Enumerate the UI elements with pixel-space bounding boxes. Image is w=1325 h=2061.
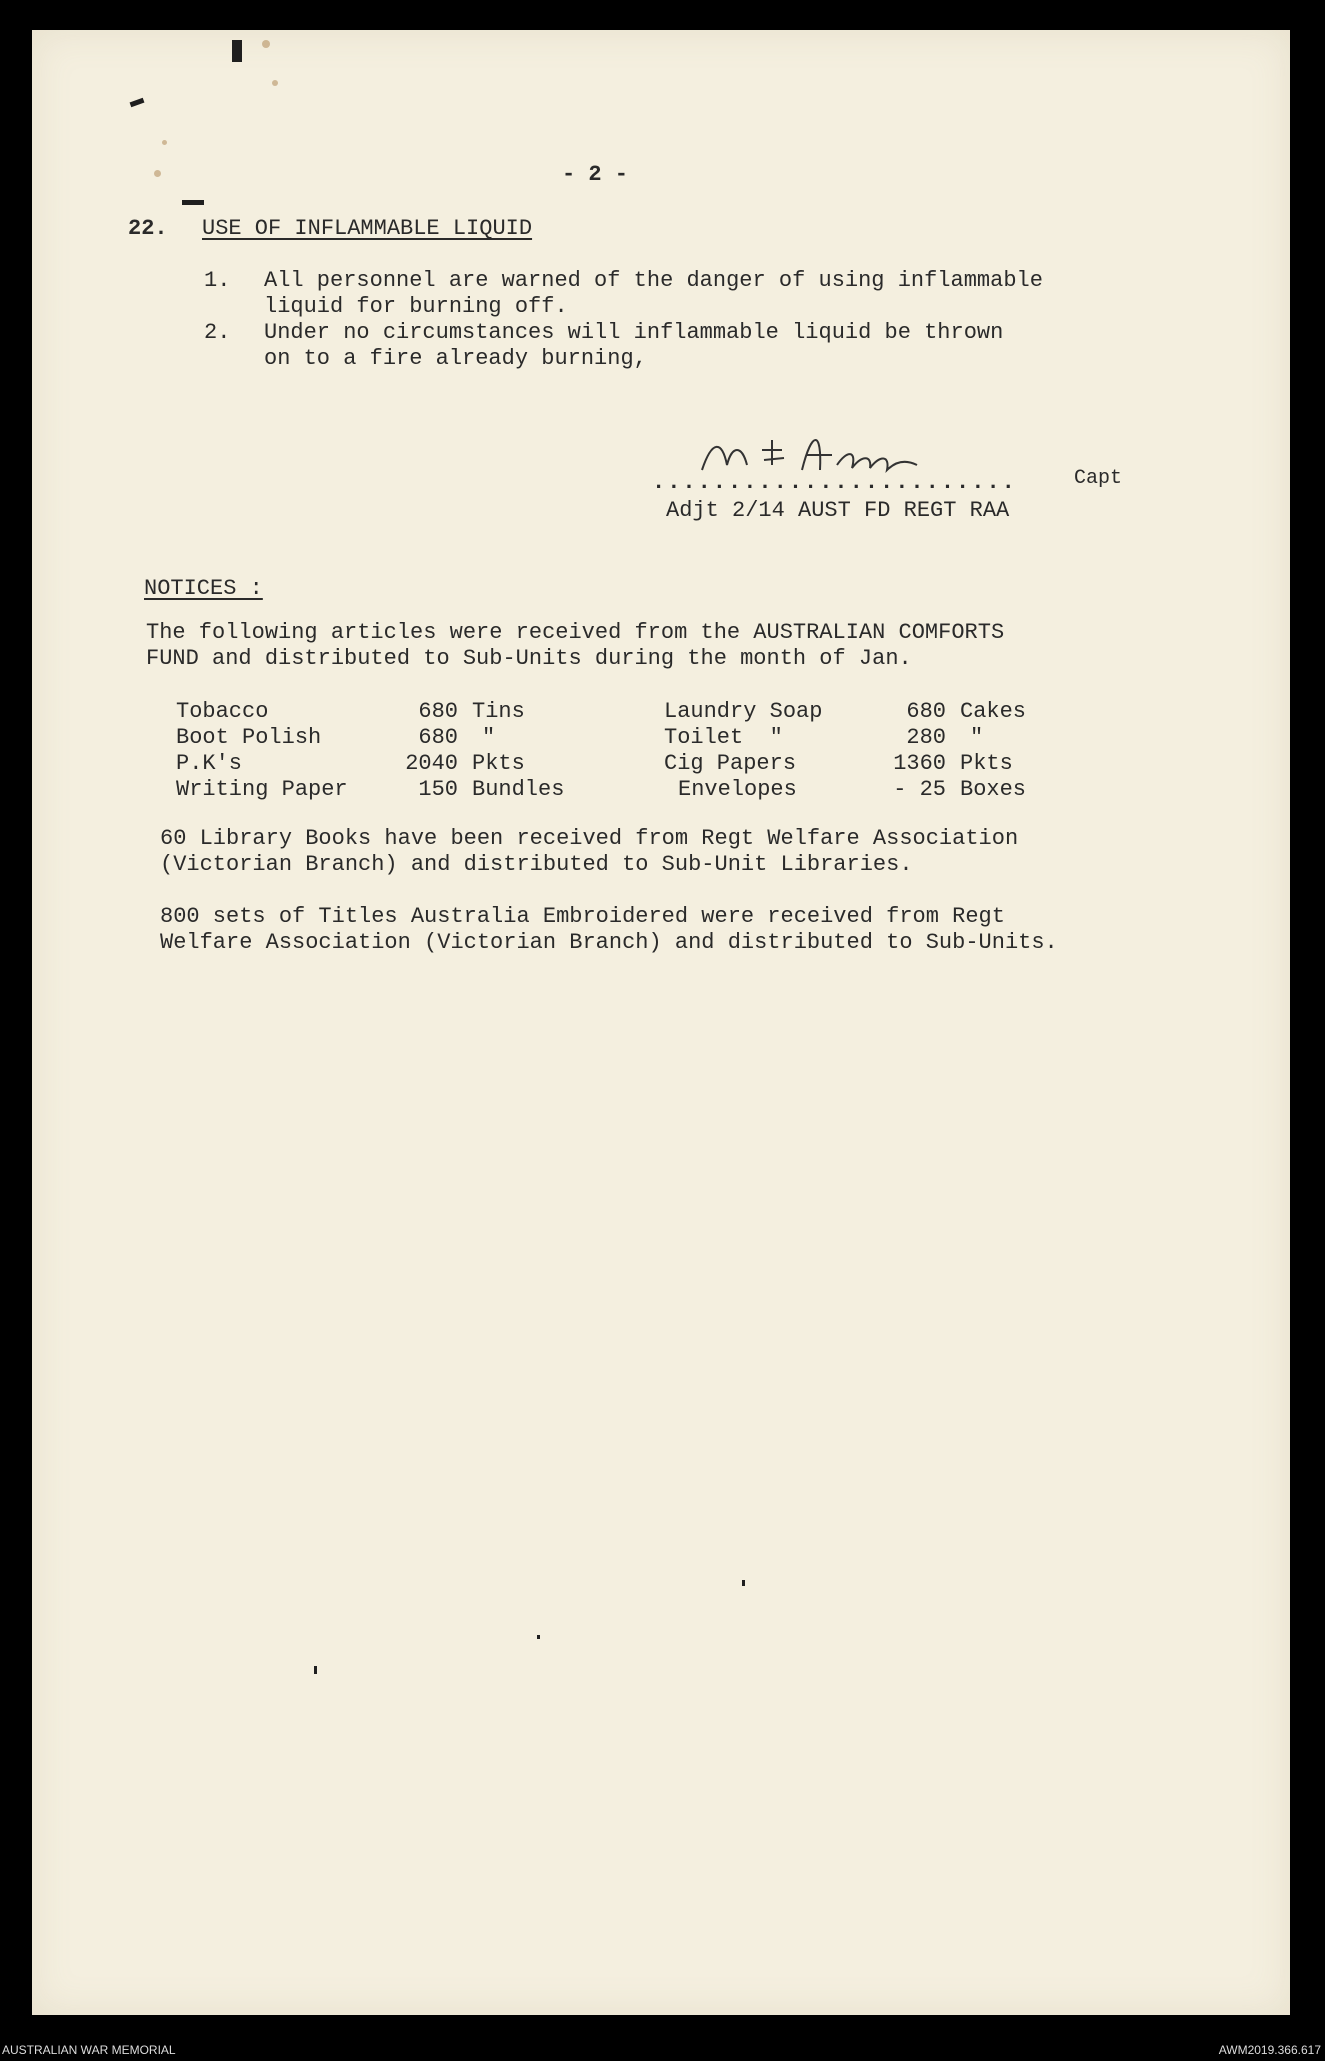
item-text-line: liquid for burning off. (264, 294, 568, 319)
ink-blot (182, 200, 204, 205)
signature-rank: Capt (1074, 467, 1123, 490)
notices-paragraph-line: (Victorian Branch) and distributed to Sub-Unit Libraries. (160, 852, 913, 877)
paper-speck (537, 1635, 540, 1639)
article-unit: Pkts (960, 750, 1013, 776)
article-qty: 1360 (893, 750, 946, 776)
item-text-line: on to a fire already burning, (264, 346, 647, 371)
ink-blot (130, 98, 145, 107)
article-name: Laundry Soap (664, 698, 823, 724)
articles-table (176, 698, 1026, 802)
article-qty: 680 (906, 698, 946, 724)
article-name: Writing Paper (176, 776, 348, 802)
article-name: Boot Polish (176, 724, 322, 750)
notices-intro-line: The following articles were received from the AUSTRALIAN COMFORTS (146, 620, 1005, 645)
page-number: - 2 - (562, 162, 629, 187)
document-page (32, 30, 1290, 2015)
notices-paragraph-line: 60 Library Books have been received from Regt Welfare Association (160, 826, 1019, 851)
rust-stain (154, 170, 161, 177)
footer-left: AUSTRALIAN WAR MEMORIAL (2, 2043, 176, 2057)
section-number: 22. (128, 216, 168, 241)
item-number: 2. (204, 320, 231, 345)
paper-speck (314, 1666, 317, 1674)
table-row (176, 776, 1026, 802)
article-name: Envelopes (678, 776, 797, 802)
footer-right: AWM2019.366.617 (1218, 2043, 1321, 2057)
table-row (176, 698, 1026, 724)
article-unit: Boxes (960, 776, 1027, 802)
notices-intro-line: FUND and distributed to Sub-Units during the month of Jan. (146, 646, 912, 671)
signature-dots: ........................ (652, 470, 1017, 495)
rust-stain (262, 40, 270, 48)
notices-paragraph-line: Welfare Association (Victorian Branch) and distributed to Sub-Units. (160, 930, 1058, 955)
article-unit: Cakes (960, 698, 1027, 724)
article-unit: " (970, 724, 984, 750)
article-qty: - 25 (893, 776, 946, 802)
article-unit: " (482, 724, 496, 750)
paper-speck (742, 1580, 745, 1586)
article-qty: 280 (906, 724, 946, 750)
article-name: Cig Papers (664, 750, 797, 776)
article-name: Toilet " (664, 724, 783, 750)
article-name: P.K's (176, 750, 243, 776)
signature-title: Adjt 2/14 AUST FD REGT RAA (666, 498, 1010, 523)
archive-footer (0, 2039, 1325, 2061)
article-name: Tobacco (176, 698, 269, 724)
table-row (176, 750, 1026, 776)
item-number: 1. (204, 268, 231, 293)
item-text-line: Under no circumstances will inflammable liquid be thrown (264, 320, 1004, 345)
article-qty: 680 (418, 698, 458, 724)
article-qty: 680 (418, 724, 458, 750)
notices-heading: NOTICES : (144, 576, 263, 601)
table-row (176, 724, 1026, 750)
rust-stain (162, 140, 167, 145)
article-qty: 2040 (405, 750, 458, 776)
article-unit: Pkts (472, 750, 525, 776)
article-unit: Bundles (472, 776, 565, 802)
rust-stain (272, 80, 278, 86)
article-qty: 150 (418, 776, 458, 802)
article-unit: Tins (472, 698, 525, 724)
notices-paragraph-line: 800 sets of Titles Australia Embroidered were received from Regt (160, 904, 1005, 929)
item-text-line: All personnel are warned of the danger of using inflammable (264, 268, 1043, 293)
staple-mark (232, 40, 242, 62)
section-title: USE OF INFLAMMABLE LIQUID (202, 216, 533, 241)
